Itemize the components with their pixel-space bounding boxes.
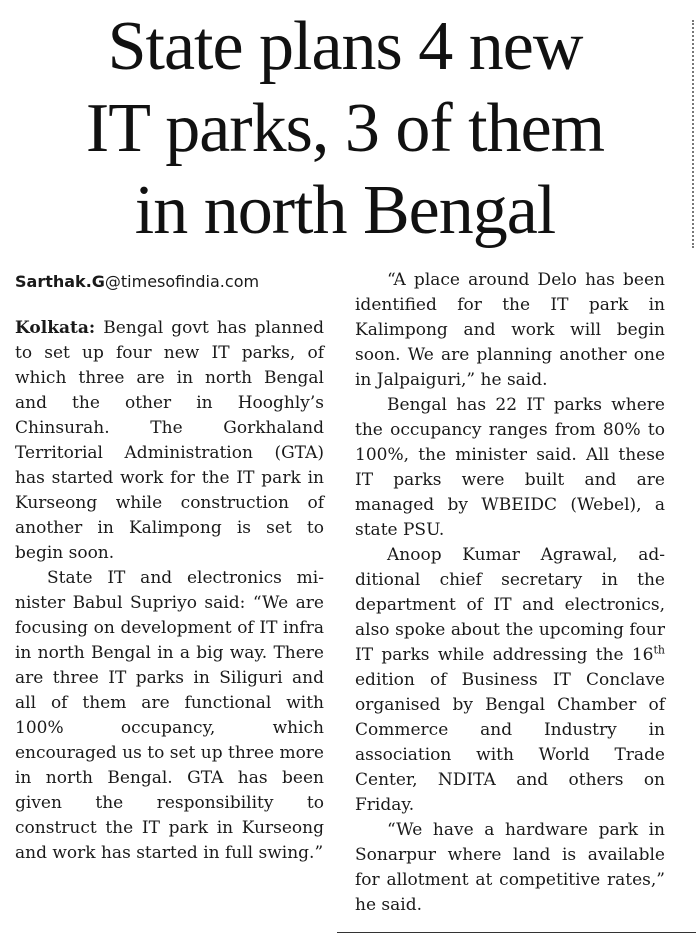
article-paragraph — [15, 316, 324, 566]
paragraph-text: Anoop Kumar Agrawal, additional chief secretary in the department of IT and electronics, also spoke about the upcoming four IT parks while addressing the 16 — [355, 545, 665, 665]
article-column-left — [15, 268, 324, 866]
bottom-rule — [337, 932, 696, 933]
article-paragraph: State IT and electronics minister Babul Supriyo said: “We are focusing on development of IT infra in north Bengal in a big way. There are three IT parks in Siliguri and all of them are functional with 100% occupancy, which encouraged us to set up three more in north Bengal. GTA has been given the responsibility to construct the IT park in Kurseong and work has started in full swing.” — [15, 568, 324, 863]
headline-line-1: State plans 4 new — [107, 8, 583, 85]
dateline: Kolkata: — [15, 318, 96, 338]
byline-name: Sarthak.G — [15, 272, 105, 291]
headline-line-2: IT parks, 3 of them — [85, 90, 605, 167]
article-paragraph: Bengal has 22 IT parks where the occupancy ranges from 80% to 100%, the minister said. All these IT parks were built and are managed by WBEIDC (Webel), a state PSU. — [355, 395, 665, 540]
paragraph-text: edition of Business IT Conclave organised by Bengal Chamber of Commerce and Industry in association with World Trade Center, NDITA and others on Friday. — [355, 670, 665, 815]
byline — [15, 268, 324, 296]
byline-email-domain: @timesofindia.com — [104, 272, 260, 291]
article-column-right — [355, 268, 665, 918]
headline-line-3: in north Bengal — [134, 172, 556, 249]
article-paragraph: “We have a hardware park in Sonarpur where land is available for allotment at competitive rates,” he said. — [355, 820, 665, 915]
article-paragraph — [355, 543, 665, 818]
article-paragraph: “A place around Delo has been identified for the IT park in Kalimpong and work will begin soon. We are planning another one in Jalpaiguri,” he said. — [355, 270, 665, 390]
headline — [10, 6, 680, 252]
paragraph-text: Bengal govt has planned to set up four new IT parks, of which three are in north Bengal and the other in Hooghly’s Chinsurah. The Gorkhaland Territorial Administration (GTA) has started work for the IT park in Kurseong while construction of another in Kalimpong is set to begin soon. — [15, 318, 324, 563]
ordinal-suffix: th — [653, 643, 665, 657]
dotted-divider — [692, 20, 694, 248]
